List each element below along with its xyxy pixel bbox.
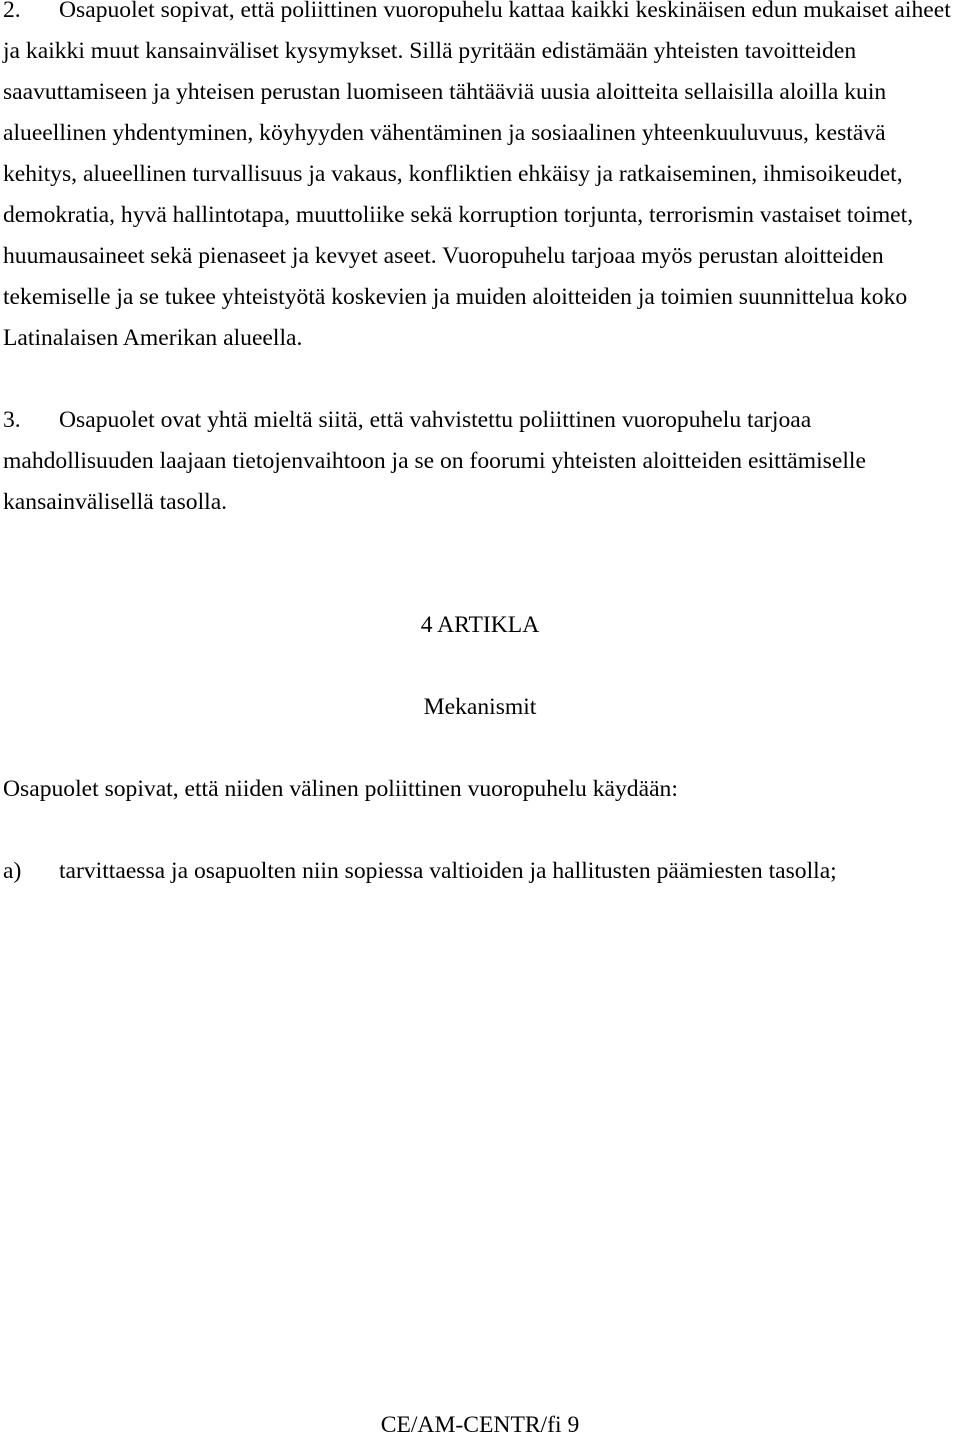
spacer (3, 728, 957, 769)
article-title: Mekanismit (423, 693, 537, 720)
page-footer-reference: CE/AM-CENTR/fi 9 (380, 1412, 580, 1436)
paragraph-first-line (3, 0, 957, 31)
paragraph-number: 3. (3, 406, 21, 433)
paragraph-line: mahdollisuuden laajaan tietojenvaihtoon ja se on foorumi yhteisten aloitteiden esittämiselle (3, 447, 866, 474)
spacer (3, 810, 957, 851)
paragraph-line: demokratia, hyvä hallintotapa, muuttoliike sekä korruption torjunta, terrorismin vastaiset toimet, (3, 201, 914, 228)
paragraph-line-text: Osapuolet ovat yhtä mieltä siitä, että vahvistettu poliittinen vuoropuhelu tarjoaa (59, 406, 812, 433)
spacer (3, 523, 957, 564)
paragraph-2 (3, 0, 957, 359)
spacer (3, 359, 957, 400)
paragraph-line: saavuttamiseen ja yhteisen perustan luomiseen tähtääviä uusia aloitteita sellaisilla aloilla kuin (3, 78, 887, 105)
paragraph-line: kehitys, alueellinen turvallisuus ja vakaus, konfliktien ehkäisy ja ratkaiseminen, ihmisoikeudet, (3, 160, 903, 187)
paragraph-number: 2. (3, 0, 21, 23)
paragraph-line: Latinalaisen Amerikan alueella. (3, 324, 303, 351)
list-item (3, 851, 957, 892)
spacer (3, 564, 957, 605)
paragraph-line-text: Osapuolet sopivat, että poliittinen vuoropuhelu kattaa kaikki keskinäisen edun mukaiset aiheet (59, 0, 951, 23)
paragraph-line: ja kaikki muut kansainväliset kysymykset. Sillä pyritään edistämään yhteisten tavoitteiden (3, 37, 857, 64)
list-item-label: a) (3, 857, 22, 884)
paragraph-first-line (3, 400, 957, 441)
paragraph-line: alueellinen yhdentyminen, köyhyyden vähentäminen ja sosiaalinen yhteenkuuluvuus, kestävä (3, 119, 886, 146)
paragraph-line: huumausaineet sekä pienaseet ja kevyet aseet. Vuoropuhelu tarjoaa myös perustan aloitteiden (3, 242, 884, 269)
paragraph-line: kansainvälisellä tasolla. (3, 488, 228, 515)
document-body (3, 0, 957, 892)
paragraph-line: tekemiselle ja se tukee yhteistyötä koskevien ja muiden aloitteiden ja toimien suunnittelua koko (3, 283, 908, 310)
article-heading: 4 ARTIKLA (420, 611, 540, 638)
list-item-text: tarvittaessa ja osapuolten niin sopiessa valtioiden ja hallitusten päämiesten tasolla; (59, 857, 837, 884)
spacer (3, 646, 957, 687)
paragraph-3 (3, 400, 957, 523)
article-intro: Osapuolet sopivat, että niiden välinen poliittinen vuoropuhelu käydään: (3, 775, 678, 802)
